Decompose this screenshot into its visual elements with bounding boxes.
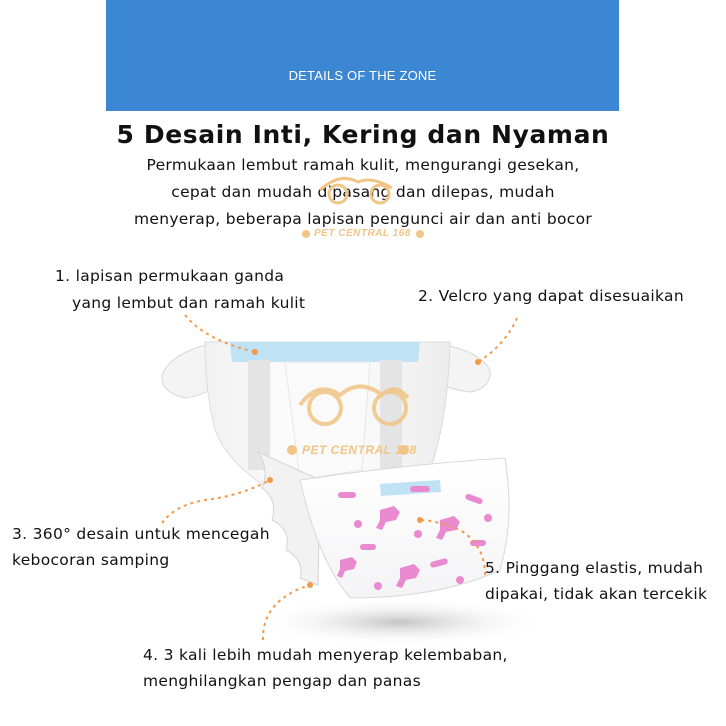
feature-1-line1: 1. lapisan permukaan ganda — [55, 267, 285, 285]
waistband — [230, 342, 420, 362]
page-title: 5 Desain Inti, Kering dan Nyaman — [116, 120, 610, 149]
feature-2-line1: 2. Velcro yang dapat disesuaikan — [418, 287, 684, 305]
subtitle-line: Permukaan lembut ramah kulit, mengurangi gesekan, — [146, 156, 580, 174]
paw-icon — [302, 230, 310, 238]
watermark-text: PET CENTRAL 168 — [314, 228, 411, 239]
paw-icon — [416, 230, 424, 238]
watermark-logo-top — [320, 178, 392, 203]
left-velcro-tab — [162, 345, 210, 398]
feature-3-line2: kebocoran samping — [12, 551, 170, 569]
pointer-line-3 — [162, 480, 270, 523]
absorbent-core — [285, 362, 370, 480]
paw-print — [354, 520, 362, 528]
feature-5-line1: 5. Pinggang elastis, mudah — [485, 559, 704, 577]
bone-print — [338, 492, 356, 498]
feature-4-line2: menghilangkan pengap dan panas — [143, 672, 421, 690]
paw-print — [484, 514, 492, 522]
bone-print — [410, 486, 430, 492]
subtitle-line: menyerap, beberapa lapisan pengunci air dan anti bocor — [133, 210, 593, 228]
cat-face-icon — [329, 185, 347, 203]
banner-title: DETAILS OF THE ZONE — [288, 68, 437, 83]
pointer-line-2 — [478, 318, 517, 362]
dog-face-icon — [371, 185, 389, 203]
bone-print — [360, 544, 376, 550]
pointer-dot — [267, 477, 273, 483]
pointer-dot — [417, 517, 423, 523]
feature-3-line1: 3. 360° desain untuk mencegah — [12, 525, 270, 543]
pointer-dot — [307, 582, 313, 588]
right-velcro-tab — [445, 345, 490, 392]
paw-print — [456, 576, 464, 584]
pointer-dot — [475, 359, 481, 365]
feature-5-line2: dipakai, tidak akan tercekik — [485, 585, 708, 603]
paw-icon — [287, 445, 297, 455]
pointer-dot — [252, 349, 258, 355]
feature-1-line2: yang lembut dan ramah kulit — [72, 294, 306, 312]
paw-print — [374, 582, 382, 590]
subtitle-line: cepat dan mudah dipasang dan dilepas, mudah — [171, 183, 555, 201]
paw-print — [414, 530, 422, 538]
feature-4-line1: 4. 3 kali lebih mudah menyerap kelembaban, — [143, 646, 508, 664]
watermark-text-center: PET CENTRAL 168 — [302, 443, 417, 457]
